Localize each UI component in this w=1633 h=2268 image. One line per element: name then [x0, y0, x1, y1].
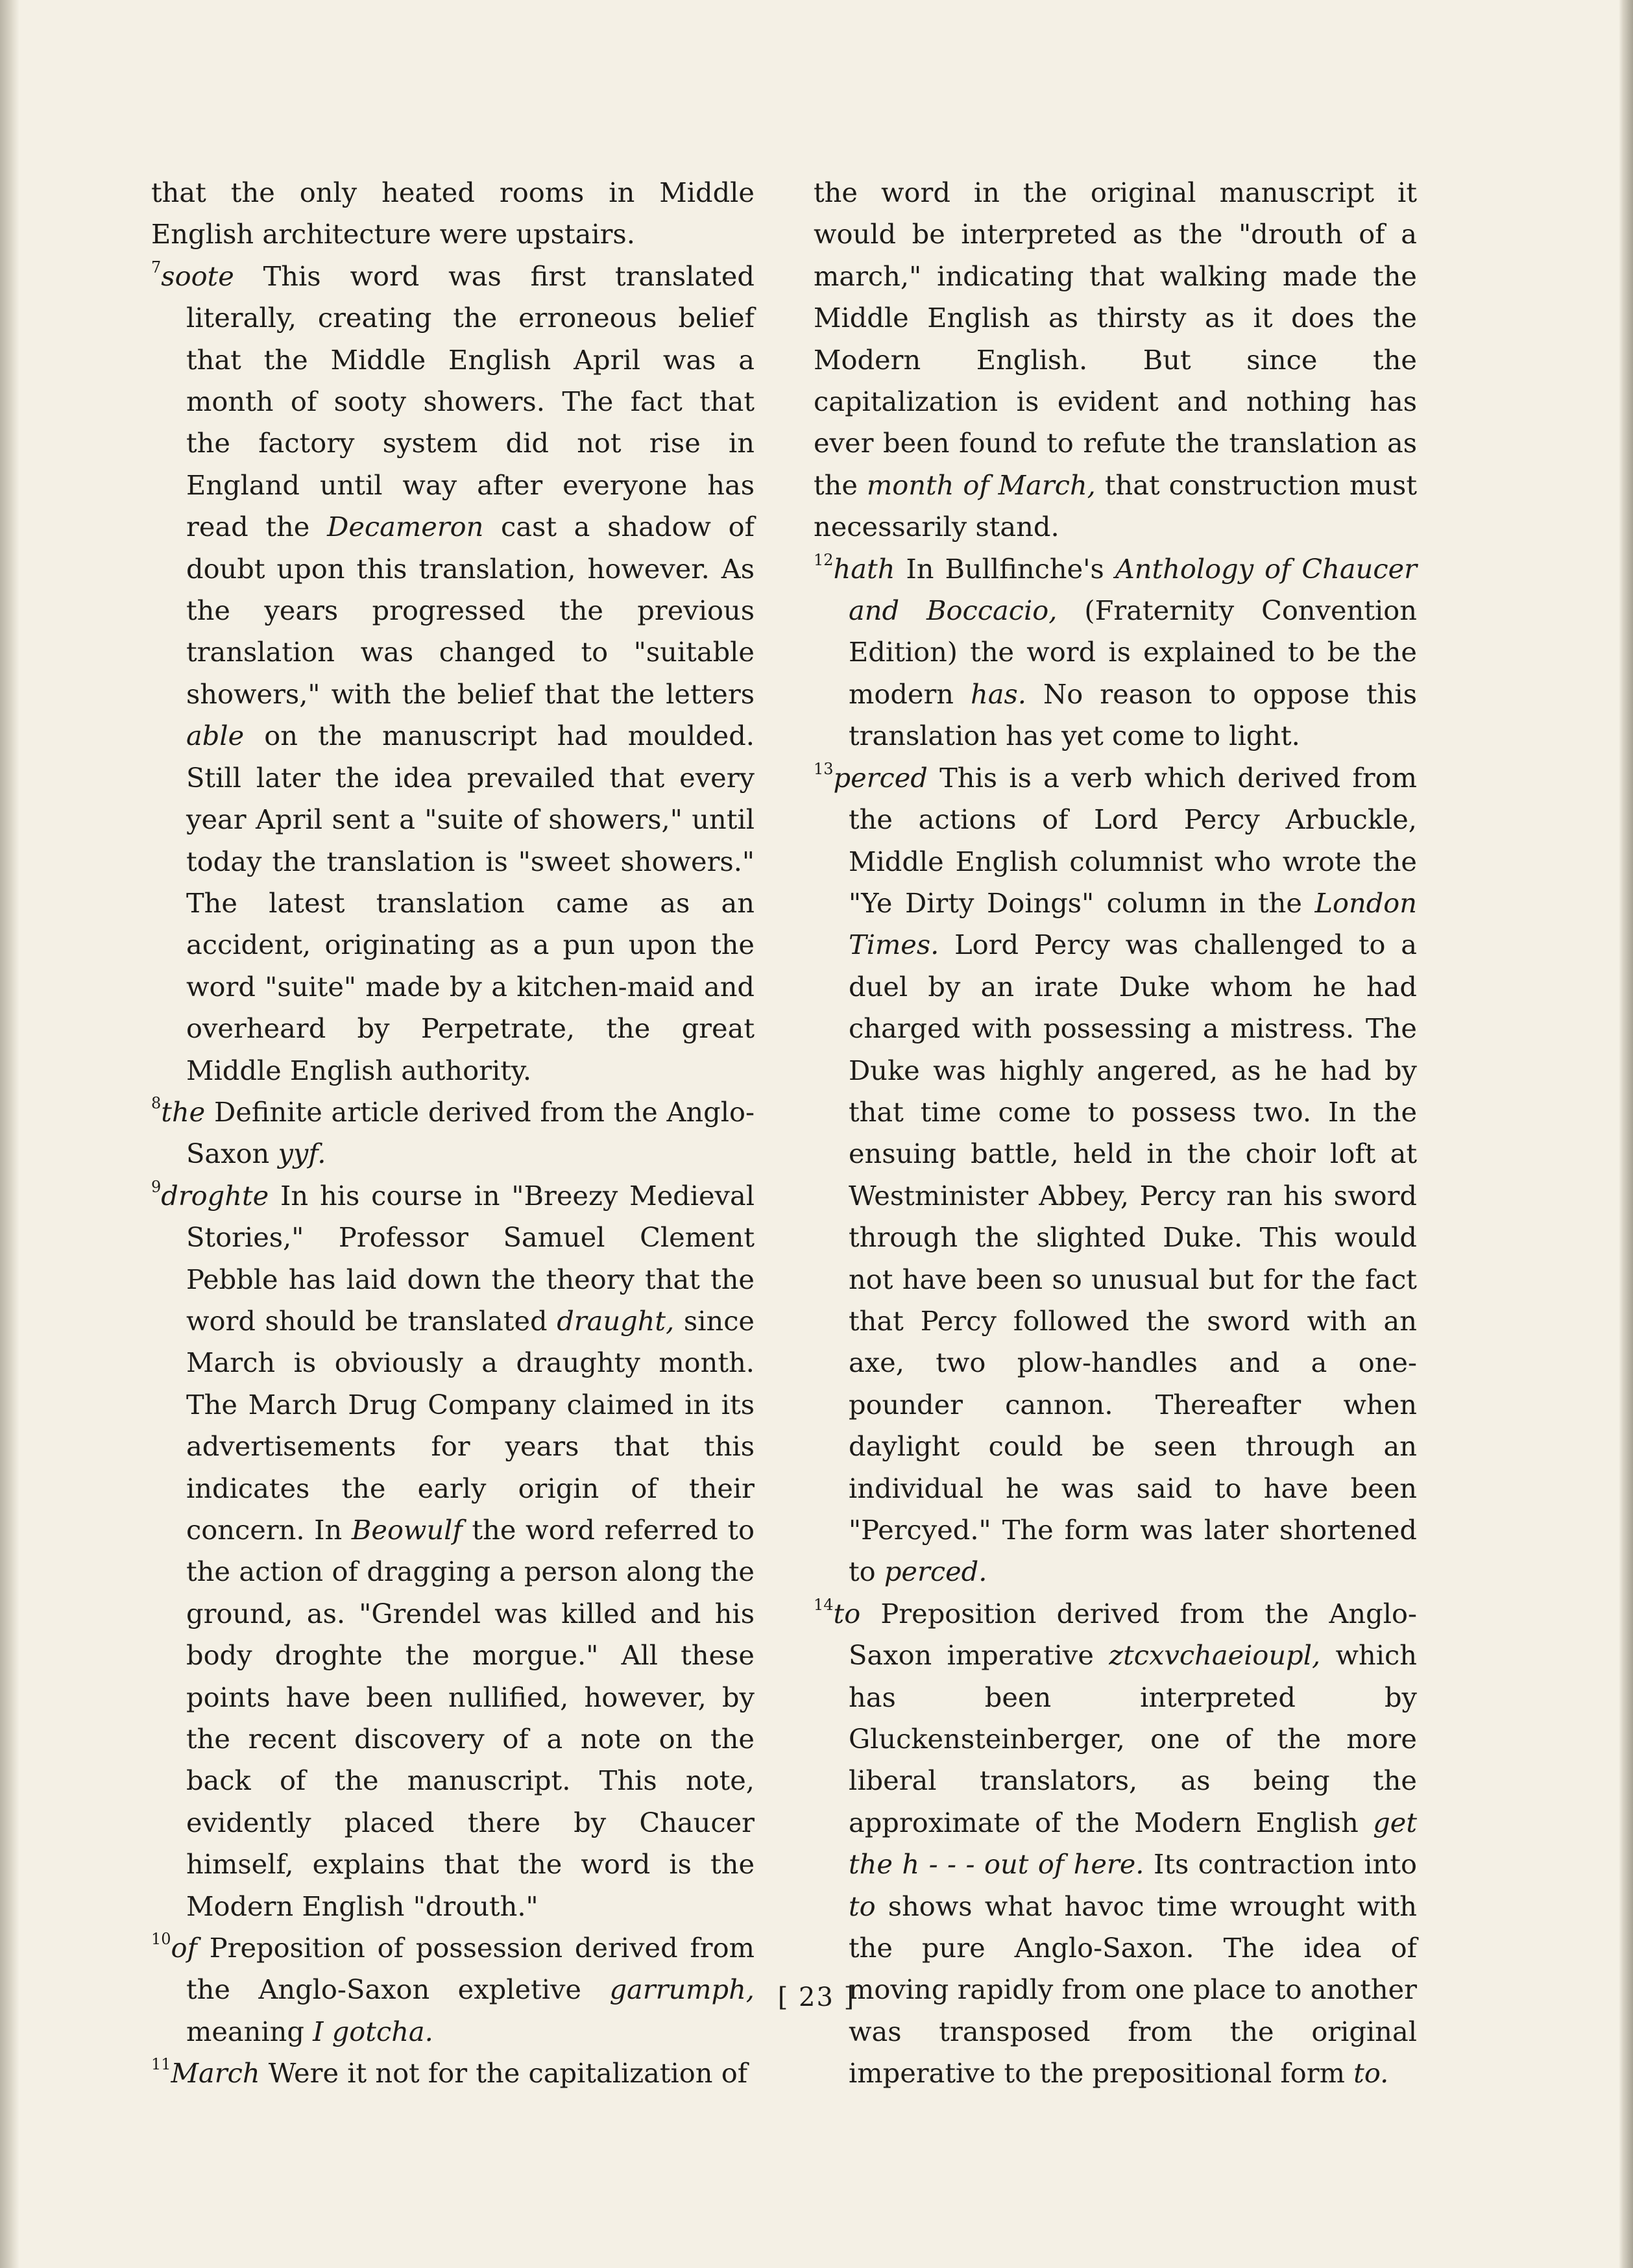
italic-text: Decameron	[327, 511, 484, 543]
footnote-number: 10	[151, 1930, 171, 1949]
footnote-number: 9	[151, 1177, 162, 1196]
footnote-number: 11	[151, 2055, 171, 2074]
page-number: [ 23 ]	[777, 1982, 856, 2012]
right-column	[814, 172, 1417, 2095]
continued-text: the word in the original manuscript it would be interpreted as the "drouth of a march," indicating that walking made the Middle English as thirsty as it does the Modern English. But since the capitalization is evident and nothing has ever been found to refute the translation as the	[814, 177, 1417, 501]
footnote-13	[814, 757, 1417, 1593]
footnote-text: Its contraction into	[1144, 1848, 1417, 1881]
footnote-text: No reason to oppose this translation has yet come to light.	[849, 677, 1417, 752]
italic-text: to	[849, 1890, 876, 1922]
footnote-text: since March is obviously a draughty month. The March Drug Company claimed in its advertisements for years that this indicates the early origin of their concern. In	[186, 1304, 755, 1546]
footnote-12	[814, 548, 1417, 757]
italic-text: Beowulf	[351, 1514, 463, 1546]
italic-text: Anthology of Chaucer and Boccacio,	[849, 552, 1418, 627]
footnote-term: to	[833, 1597, 861, 1629]
italic-text: garrumph,	[609, 1973, 755, 2006]
footnote-text: Lord Percy was challenged to a duel by an irate Duke whom he had charged with possessing a mistress. The Duke was highly angered, as he had by that time come to possess two. In the ensuing battle, held in the choir loft at Westminister Abbey, Percy ran his sword through the slighted Duke. This would not have been so unusual but for the fact that Percy followed the sword with an axe, two plow-handles and a one-pounder cannon. Thereafter when daylight could be seen through an individual he was said to have been "Percyed." The form was later shortened to	[849, 929, 1417, 1588]
footnote-term: droghte	[161, 1179, 269, 1212]
footnote-number: 12	[814, 550, 834, 569]
footnote-text: Preposition derived from the Anglo-Saxon imperative	[849, 1597, 1417, 1672]
footnote-text: which has been interpreted by Gluckensteinberger, one of the more liberal translators, as being the approximate of the Modern English	[849, 1639, 1417, 1838]
footnote-number: 7	[151, 258, 162, 276]
italic-text: to.	[1353, 2057, 1389, 2090]
footnote-text: (Fraternity Convention Edition) the word is explained to be the modern	[849, 594, 1417, 710]
footnote-text: the word referred to the action of dragging a person along the ground, as. "Grendel was killed and his body droghte the morgue." All these points have been nullified, however, by the recent discovery of a note on the back of the manuscript. This note, evidently placed there by Chaucer himself, explains that the word is the Modern English "drouth."	[186, 1514, 755, 1922]
italic-text: draught,	[557, 1304, 675, 1337]
italic-text: has.	[971, 677, 1026, 710]
footnote-14	[814, 1593, 1417, 2095]
footnote-text: In his course in "Breezy Medieval Stories," Professor Samuel Clement Pebble has laid down the theory that the word should be translated	[186, 1179, 755, 1337]
footnote-text: Preposition of possession derived from the Anglo-Saxon expletive	[186, 1932, 755, 2006]
page-right-edge	[1619, 0, 1633, 2268]
footnote-9	[151, 1175, 755, 1927]
footnote-number: 8	[151, 1093, 162, 1112]
footnote-number: 13	[814, 759, 834, 778]
left-column	[151, 172, 755, 2095]
footnote-text: meaning	[186, 2015, 313, 2047]
footnote-7	[151, 256, 755, 1091]
footnote-text: This word was first translated literally, creating the erroneous belief that the Middle English April was a month of sooty showers. The fact that the factory system did not rise in England until way after everyone has read the	[186, 260, 755, 543]
footnote-term: hath	[833, 552, 895, 585]
footnote-text: In Bullfinche's	[895, 552, 1115, 585]
italic-text: get the h - - - out of here.	[849, 1806, 1417, 1881]
italic-text: month of March,	[866, 469, 1096, 501]
footnote-term: the	[161, 1095, 206, 1128]
italic-text: London Times.	[849, 886, 1417, 961]
footnote-term: of	[171, 1932, 197, 1964]
intro-text: that the only heated rooms in Middle English architecture were upstairs.	[151, 177, 755, 250]
footnote-8	[151, 1091, 755, 1175]
footnote-text: Definite article derived from the Anglo-Saxon	[186, 1095, 755, 1170]
footnote-term: March	[171, 2057, 260, 2090]
italic-text: able	[186, 720, 245, 752]
footnote-text: This is a verb which derived from the actions of Lord Percy Arbuckle, Middle English columnist who wrote the "Ye Dirty Doings" column in the	[849, 761, 1417, 919]
footnote-11	[151, 2053, 755, 2094]
footnote-text: on the manuscript had moulded. Still later the idea prevailed that every year April sent a "suite of showers," until today the translation is "sweet showers." The latest translation came as an accident, originating as a pun upon the word "suite" made by a kitchen-maid and overheard by Perpetrate, the great Middle English authority.	[186, 720, 755, 1086]
continued-text: that construction must necessarily stand.	[814, 469, 1418, 543]
footnote-term: perced	[833, 761, 928, 794]
footnote-text: shows what havoc time wrought with the pure Anglo-Saxon. The idea of moving rapidly from one place to another was transposed from the original imperative to the prepositional form	[849, 1890, 1417, 2090]
italic-text: yyf.	[278, 1138, 326, 1170]
italic-text: ztcxvchaeioupl,	[1109, 1639, 1321, 1672]
page-left-edge	[0, 0, 19, 2268]
footnote-text: cast a shadow of doubt upon this translation, however. As the years progressed the previous translation was changed to "suitable showers," with the belief that the letters	[186, 511, 755, 710]
footnote-term: soote	[161, 260, 234, 292]
footnote-11-continued	[814, 172, 1417, 548]
italic-text: I gotcha.	[313, 2015, 433, 2047]
footnote-number: 14	[814, 1595, 834, 1614]
italic-text: perced.	[884, 1555, 987, 1588]
intro-paragraph	[151, 172, 755, 256]
footnote-text: Were it not for the capitalization of	[260, 2057, 748, 2090]
